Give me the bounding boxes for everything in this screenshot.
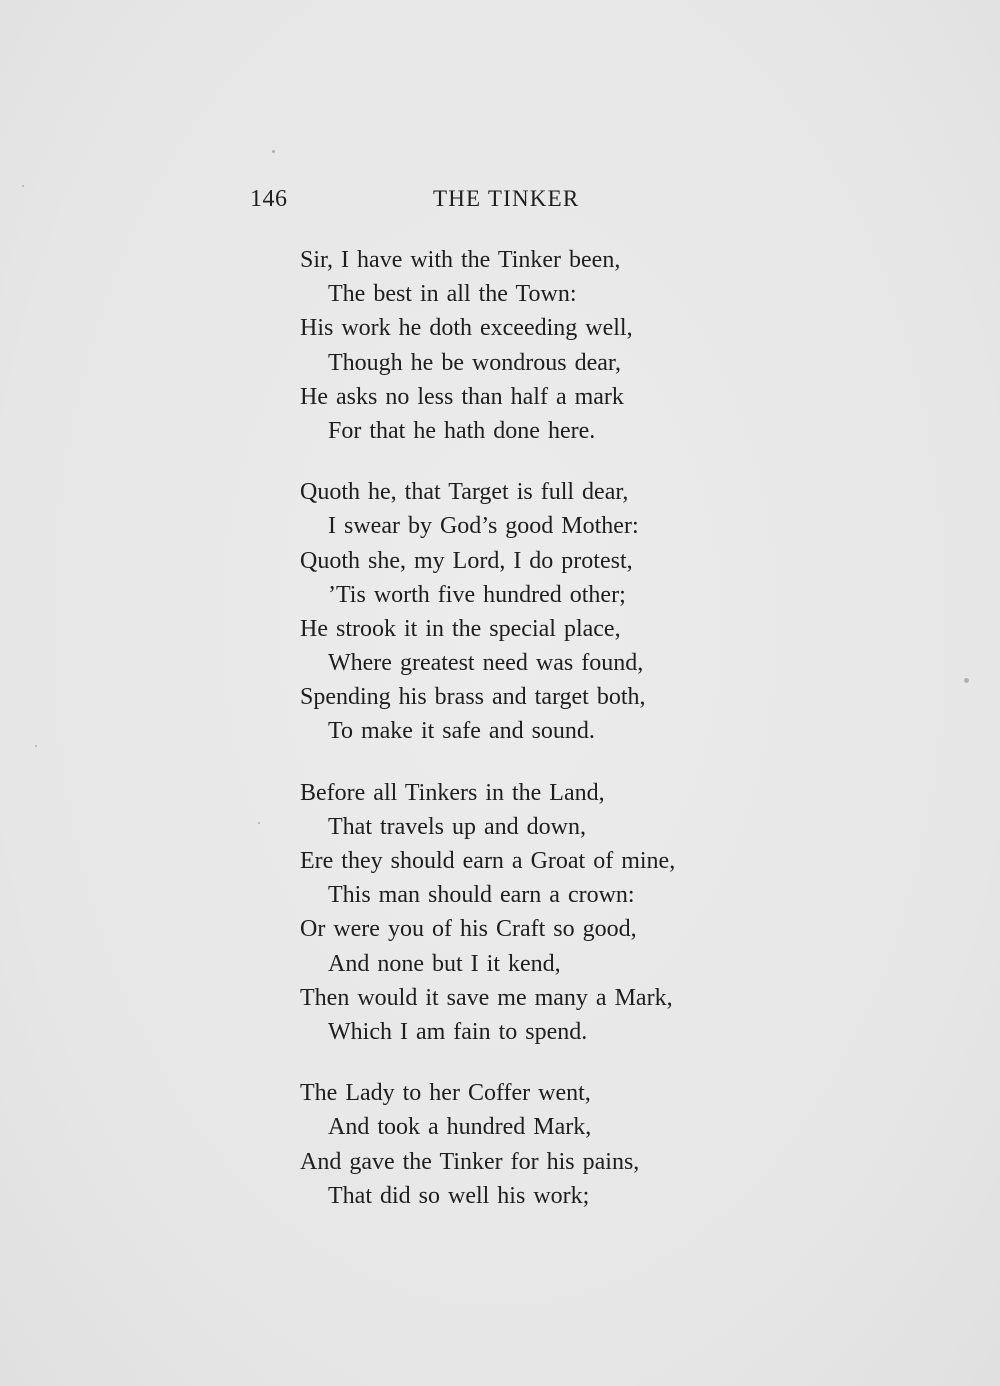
verse-line: That did so well his work; xyxy=(328,1182,590,1209)
verse-line: Sir, I have with the Tinker been, xyxy=(300,247,621,273)
verse-line: Or were you of his Craft so good, xyxy=(300,916,637,943)
verse-line: Spending his brass and target both, xyxy=(300,684,646,711)
verse-line: I swear by God’s good Mother: xyxy=(328,513,639,540)
verse-line: Where greatest need was found, xyxy=(328,650,644,677)
verse-line: Ere they should earn a Groat of mine, xyxy=(300,848,676,874)
verse-line: And took a hundred Mark, xyxy=(328,1114,592,1141)
verse-line: The best in all the Town: xyxy=(328,281,577,308)
verse-line: The Lady to her Coffer went, xyxy=(300,1080,591,1107)
verse-line: He strook it in the special place, xyxy=(300,615,621,642)
paper-speck xyxy=(35,745,37,747)
verse-line: Quoth she, my Lord, I do protest, xyxy=(300,547,633,574)
paper-speck xyxy=(272,150,275,153)
verse-line: And none but I it kend, xyxy=(328,950,561,977)
stanza xyxy=(300,1076,780,1213)
stanza xyxy=(300,243,780,448)
stanza xyxy=(300,776,780,1050)
verse-line: Quoth he, that Target is full dear, xyxy=(300,479,629,506)
running-title: THE TINKER xyxy=(433,186,580,211)
paper-speck xyxy=(964,678,969,683)
paper-speck xyxy=(258,822,260,824)
verse-line: ’Tis worth five hundred other; xyxy=(328,581,626,608)
verse-line: To make it safe and sound. xyxy=(328,718,595,745)
verse-line: For that he hath done here. xyxy=(328,417,596,444)
verse-line: He asks no less than half a mark xyxy=(300,383,624,410)
verse-line: His work he doth exceeding well, xyxy=(300,315,633,342)
page-number: 146 xyxy=(250,186,288,212)
verse-line: This man should earn a crown: xyxy=(328,882,635,909)
verse-line: And gave the Tinker for his pains, xyxy=(300,1148,640,1175)
stanza xyxy=(300,475,780,749)
page-header xyxy=(250,186,610,220)
verse-line: Then would it save me many a Mark, xyxy=(300,984,673,1011)
verse-line: Though he be wondrous dear, xyxy=(328,349,621,376)
poem-body xyxy=(300,243,780,1240)
verse-line: Before all Tinkers in the Land, xyxy=(300,779,605,806)
paper-speck xyxy=(22,185,24,187)
verse-line: That travels up and down, xyxy=(328,813,586,840)
verse-line: Which I am fain to spend. xyxy=(328,1018,588,1045)
